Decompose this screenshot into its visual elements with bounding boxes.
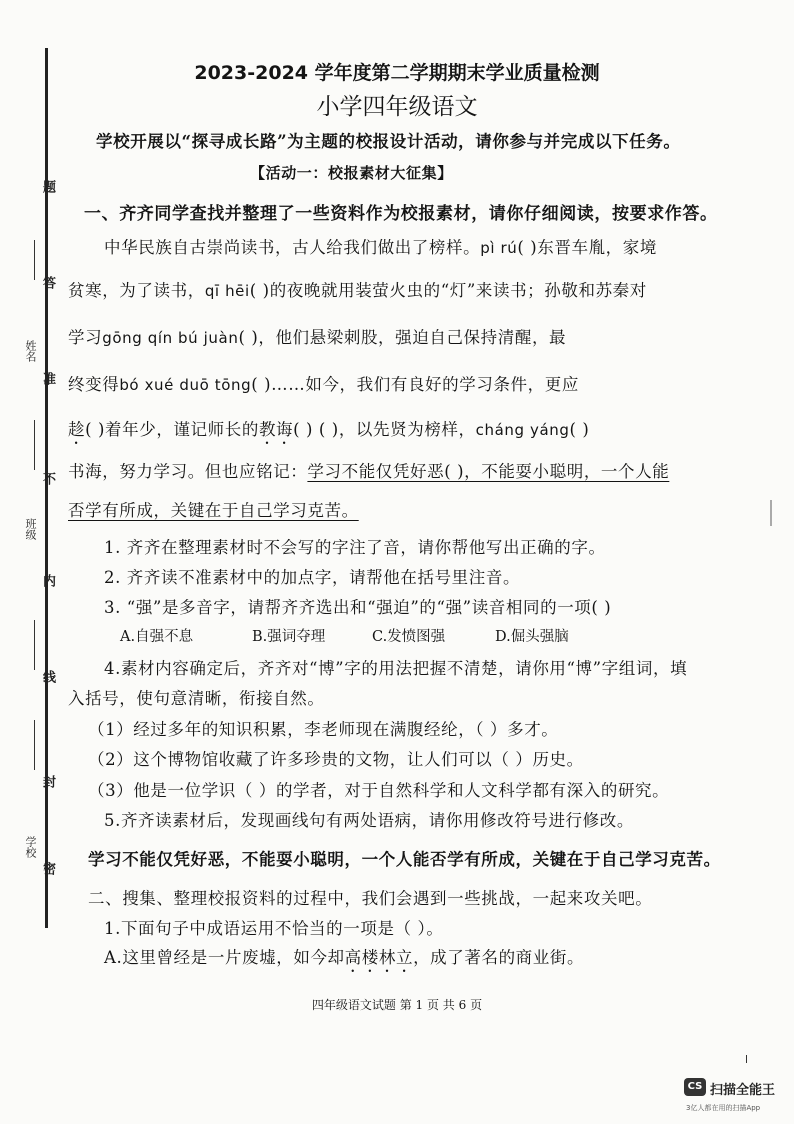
passage-blank[interactable]: ( ) [569,420,590,439]
camscanner-logo-icon [684,1078,706,1096]
passage-text: 学习 [68,328,103,347]
dotted-char: 教诲 [258,420,294,439]
pinyin: gōng qín bú juàn [102,329,239,347]
binding-rule [34,420,35,470]
binding-char-nei: 内 [40,574,55,587]
binding-rule [34,620,35,670]
exam-subtitle: 小学四年级语文 [316,94,478,120]
section2-option-a[interactable] [104,944,584,976]
question-4-1[interactable]: （1）经过多年的知识积累，李老师现在满腹经纶，（ ）多才。 [88,720,559,739]
option-c[interactable]: C.发愤图强 [372,629,446,645]
school-field-label: 学校 [24,836,37,858]
option-a[interactable]: A.自强不息 [120,629,194,645]
question-5: 5.齐齐读素材后，发现画线句有两处语病，请你用修改符号进行修改。 [104,811,634,830]
binding-char-ti: 题 [40,180,55,193]
page-footer: 四年级语文试题 第 1 页 共 6 页 [311,998,483,1012]
passage-line [68,277,647,301]
binding-rule [34,720,35,770]
option-b[interactable]: B.强词夺理 [252,629,326,645]
camscanner-name: 扫描全能王 [710,1083,776,1098]
pinyin: qī hēi [204,282,250,300]
question-4-3[interactable]: （3）他是一位学识（ ）的学者，对于自然科学和人文科学都有深入的研究。 [88,781,670,800]
question-3: 3. “强”是多音字，请帮齐齐选出和“强迫”的“强”读音相同的一项( ) [104,598,612,617]
pinyin: bó xué duō tōng [119,376,252,394]
camscanner-tagline: 3亿人都在用的扫描App [686,1104,761,1112]
passage-text: 终变得 [68,375,120,394]
option-text: ，成了著名的商业街。 [413,948,585,967]
question-4: 4.素材内容确定后，齐齐对“博”字的用法把握不清楚，请你用“博”字组词，填 [104,659,688,678]
dotted-idiom: 高楼林立 [344,948,414,967]
passage-text: 中华民族自古崇尚读书，古人给我们做出了榜样。 [104,238,481,257]
section2-heading: 二、搜集、整理校报资料的过程中，我们会遇到一些挑战，一起来攻关吧。 [88,889,653,908]
binding-char-bu: 不 [40,472,55,485]
underlined-sentence: 否学有所成，关键在于自己学习克苦。 [68,501,359,520]
binding-char-xian: 线 [40,670,55,683]
question-1: 1. 齐齐在整理素材时不会写的字注了音，请你帮他写出正确的字。 [104,538,606,557]
binding-char-mi: 密 [40,862,55,875]
question-4-2[interactable]: （2）这个博物馆收藏了许多珍贵的文物，让人们可以（ ）历史。 [88,750,584,769]
option-d[interactable]: D.倔头强脑 [495,629,569,645]
passage-text: 书海，努力学习。但也应铭记： [68,462,308,481]
binding-char-da: 答 [40,276,55,289]
passage-blank[interactable]: ( ) ( )，以先贤为榜样， [293,420,476,439]
underlined-sentence: 学习不能仅凭好恶( )，不能耍小聪明，一个人能 [307,462,670,481]
passage-line [68,416,589,448]
class-field-label: 班级 [24,518,37,540]
section2-question-1: 1.下面句子中成语运用不恰当的一项是（ ）。 [104,919,444,938]
binding-char-zhun: 准 [40,372,55,385]
question-5-sentence: 学习不能仅凭好恶，不能耍小聪明，一个人能否学有所成，关键在于自己学习克苦。 [88,850,721,869]
question-4-cont: 入括号，使句意清晰，衔接自然。 [68,689,325,708]
question-2: 2. 齐齐读不准素材中的加点字，请帮他在括号里注音。 [104,568,521,587]
binding-char-feng: 封 [40,775,55,788]
exam-title: 2023-2024 学年度第二学期期末学业质量检测 [194,62,600,84]
intro-text: 学校开展以“探寻成长路”为主题的校报设计活动，请你参与并完成以下任务。 [96,132,681,151]
scan-mark [770,500,772,526]
logo-text: CS [687,1081,703,1092]
passage-line [68,458,669,482]
pinyin: cháng yáng [475,421,570,439]
passage-blank[interactable]: ( )……如今，我们有良好的学习条件，更应 [251,375,579,394]
passage-blank[interactable]: ( )着年少，谨记师长的 [85,420,259,439]
passage-line [68,324,566,348]
scan-mark [746,1055,747,1063]
activity-heading: 【活动一：校报素材大征集】 [250,164,453,182]
passage-line [68,371,579,395]
passage-blank[interactable]: ( )的夜晚就用装萤火虫的“灯”来读书；孙敬和苏秦对 [249,281,647,300]
option-text: A.这里曾经是一片废墟，如今却 [104,948,345,967]
passage-blank[interactable]: ( )东晋车胤，家境 [517,238,657,257]
pinyin: pì rú [480,239,518,257]
passage-line [104,234,657,258]
dotted-char: 趁 [68,420,86,439]
name-field-label: 姓名 [24,340,37,362]
binding-rule [34,240,35,280]
section1-heading: 一、齐齐同学查找并整理了一些资料作为校报素材，请你仔细阅读，按要求作答。 [84,204,718,224]
passage-text: 贫寒，为了读书， [68,281,205,300]
passage-blank[interactable]: ( )，他们悬梁刺股，强迫自己保持清醒，最 [238,328,567,347]
